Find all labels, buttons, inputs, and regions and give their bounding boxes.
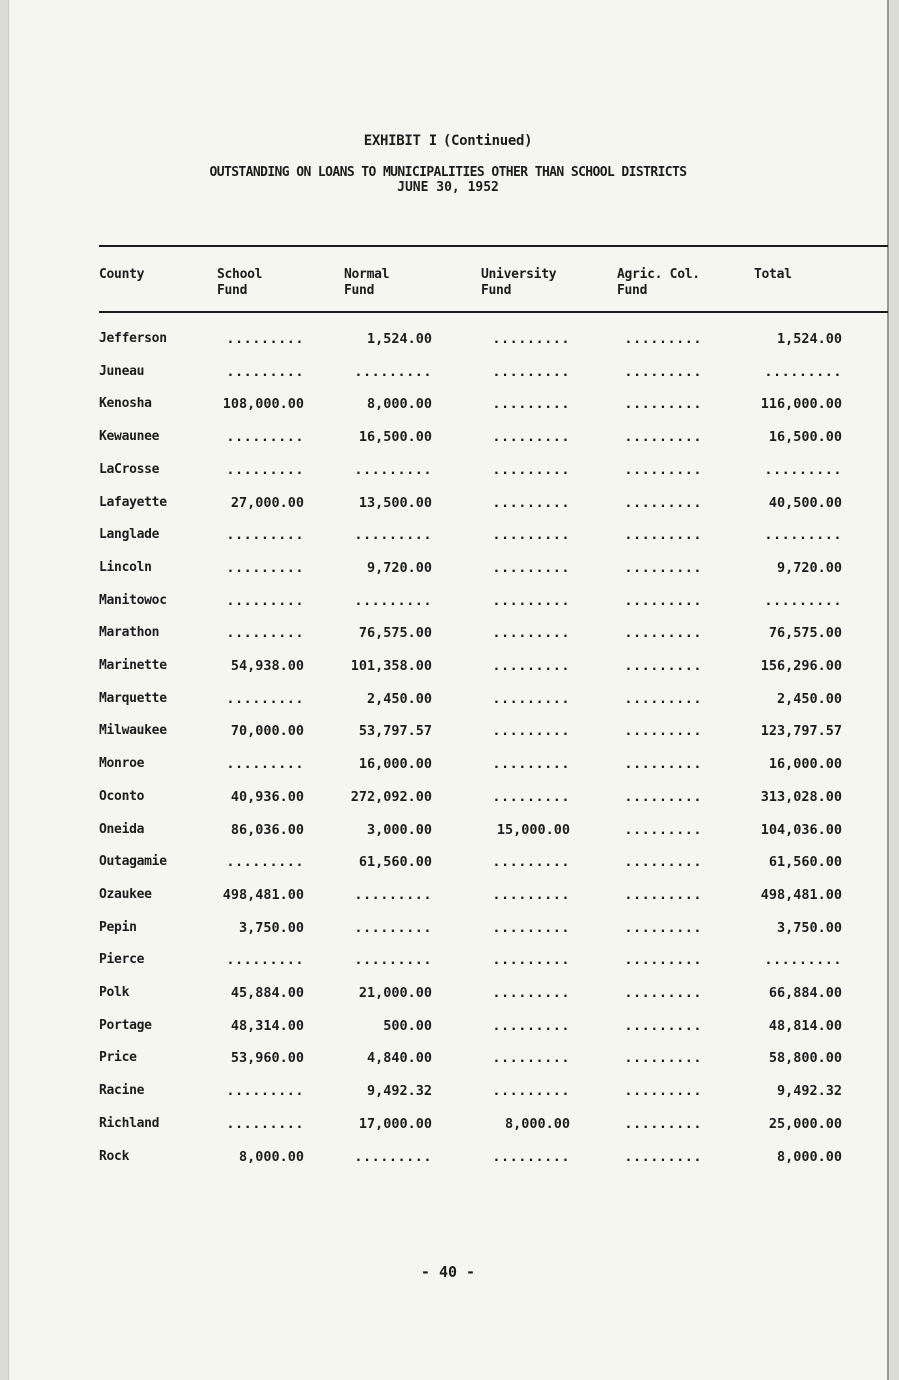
university-amount: ......... [492, 690, 570, 707]
normal-amount: 76,575.00 [358, 625, 432, 642]
county-name: Marathon [99, 625, 160, 641]
table-row [9, 952, 887, 972]
university-amount: ......... [492, 1050, 570, 1067]
school-amount: 108,000.00 [222, 396, 304, 413]
total-amount: ......... [764, 952, 842, 969]
university-amount: ......... [492, 854, 570, 871]
school-amount: 3,750.00 [238, 919, 304, 936]
total-amount: 116,000.00 [760, 396, 842, 413]
agric-amount: ......... [624, 396, 702, 413]
university-amount: ......... [492, 461, 570, 478]
normal-amount: ......... [354, 527, 432, 544]
agric-amount: ......... [624, 658, 702, 674]
school-amount: 27,000.00 [230, 494, 304, 511]
agric-amount: ......... [624, 821, 702, 838]
school-amount: ......... [226, 559, 304, 576]
column-header-university-fund: University Fund [481, 267, 557, 298]
school-amount: ......... [226, 1083, 304, 1100]
normal-amount: ......... [354, 886, 432, 903]
normal-amount: 13,500.00 [358, 494, 432, 511]
county-name: Richland [99, 1115, 160, 1131]
school-amount: 40,936.00 [230, 788, 304, 805]
university-amount: ......... [492, 919, 570, 936]
column-header-county: County [99, 267, 145, 282]
normal-amount: ......... [354, 919, 432, 936]
county-name: Juneau [99, 363, 145, 379]
normal-amount: ......... [354, 461, 432, 478]
school-amount: 45,884.00 [230, 985, 304, 1001]
school-amount: 53,960.00 [230, 1050, 304, 1067]
school-amount: ......... [226, 592, 304, 609]
school-amount: 70,000.00 [230, 723, 304, 740]
total-amount: 16,000.00 [768, 756, 842, 773]
table-subtitle: OUTSTANDING ON LOANS TO MUNICIPALITIES OTHER THAN SCHOOL DISTRICTS [209, 165, 687, 180]
agric-amount: ......... [624, 1050, 702, 1067]
county-name: Oconto [99, 788, 145, 804]
normal-amount: 9,720.00 [366, 559, 432, 576]
university-amount: 8,000.00 [504, 1115, 570, 1132]
table-row [9, 429, 887, 449]
county-name: Pepin [99, 919, 137, 935]
normal-amount: 17,000.00 [358, 1115, 432, 1132]
total-amount: 58,800.00 [768, 1050, 842, 1067]
page-number: - 40 - [420, 1263, 476, 1281]
table-row [9, 364, 887, 384]
table-row [9, 985, 887, 1005]
school-amount: 86,036.00 [230, 821, 304, 838]
university-amount: ......... [492, 952, 570, 969]
normal-amount: 61,560.00 [358, 854, 432, 871]
total-amount: 313,028.00 [760, 788, 842, 805]
total-amount: 61,560.00 [768, 854, 842, 871]
table-row [9, 691, 887, 711]
agric-amount: ......... [624, 592, 702, 609]
agric-amount: ......... [624, 527, 702, 544]
table-row [9, 625, 887, 645]
agric-amount: ......... [624, 1115, 702, 1132]
table-row [9, 462, 887, 482]
school-amount: ......... [226, 429, 304, 446]
county-name: Milwaukee [99, 723, 167, 739]
normal-amount: 500.00 [383, 1017, 432, 1034]
normal-amount: 101,358.00 [350, 658, 432, 674]
normal-amount: 53,797.57 [358, 723, 432, 740]
agric-amount: ......... [624, 363, 702, 380]
agric-amount: ......... [624, 1083, 702, 1100]
table-row [9, 593, 887, 613]
document-page [8, 0, 889, 1380]
agric-amount: ......... [624, 429, 702, 446]
column-header-agric-col-fund: Agric. Col. Fund [617, 267, 700, 298]
total-amount: 3,750.00 [776, 919, 842, 936]
column-header-total: Total [754, 267, 792, 282]
exhibit-title [9, 133, 887, 149]
county-name: Manitowoc [99, 592, 167, 608]
county-name: Racine [99, 1083, 145, 1099]
school-amount: ......... [226, 625, 304, 642]
normal-amount: 9,492.32 [366, 1083, 432, 1100]
agric-amount: ......... [624, 985, 702, 1001]
university-amount: ......... [492, 1148, 570, 1165]
school-amount: ......... [226, 1115, 304, 1132]
county-name: Marquette [99, 690, 167, 706]
agric-amount: ......... [624, 1017, 702, 1034]
agric-amount: ......... [624, 331, 702, 347]
continued-label: (Continued) [442, 133, 533, 149]
table-row [9, 495, 887, 515]
normal-amount: 1,524.00 [366, 331, 432, 347]
normal-amount: 3,000.00 [366, 821, 432, 838]
exhibit-label: EXHIBIT I [363, 133, 437, 149]
county-name: Lincoln [99, 559, 152, 575]
table-row [9, 854, 887, 874]
school-amount: ......... [226, 527, 304, 544]
total-amount: 2,450.00 [776, 690, 842, 707]
table-row [9, 560, 887, 580]
agric-amount: ......... [624, 461, 702, 478]
table-row [9, 723, 887, 743]
school-amount: ......... [226, 461, 304, 478]
table-row [9, 1050, 887, 1070]
university-amount: ......... [492, 985, 570, 1001]
university-amount: ......... [492, 592, 570, 609]
total-amount: 8,000.00 [776, 1148, 842, 1165]
normal-amount: 16,000.00 [358, 756, 432, 773]
university-amount: ......... [492, 331, 570, 347]
county-name: Rock [99, 1148, 130, 1164]
total-amount: 40,500.00 [768, 494, 842, 511]
school-amount: 54,938.00 [230, 658, 304, 674]
university-amount: ......... [492, 788, 570, 805]
county-name: Outagamie [99, 854, 167, 870]
column-header-school-fund: School Fund [217, 267, 263, 298]
university-amount: ......... [492, 363, 570, 380]
total-amount: 9,720.00 [776, 559, 842, 576]
county-name: Marinette [99, 658, 167, 673]
total-amount: 48,814.00 [768, 1017, 842, 1034]
county-name: Kenosha [99, 396, 152, 412]
total-amount: ......... [764, 527, 842, 544]
normal-amount: 2,450.00 [366, 690, 432, 707]
agric-amount: ......... [624, 559, 702, 576]
school-amount: ......... [226, 756, 304, 773]
university-amount: ......... [492, 886, 570, 903]
university-amount: ......... [492, 756, 570, 773]
county-name: Jefferson [99, 331, 167, 346]
university-amount: ......... [492, 658, 570, 674]
university-amount: ......... [492, 527, 570, 544]
normal-amount: ......... [354, 1148, 432, 1165]
school-amount: 498,481.00 [222, 886, 304, 903]
school-amount: 8,000.00 [238, 1148, 304, 1165]
total-amount: 76,575.00 [768, 625, 842, 642]
normal-amount: 272,092.00 [350, 788, 432, 805]
table-row [9, 887, 887, 907]
county-name: Price [99, 1050, 137, 1066]
agric-amount: ......... [624, 690, 702, 707]
school-amount: ......... [226, 331, 304, 347]
agric-amount: ......... [624, 886, 702, 903]
total-amount: 156,296.00 [760, 658, 842, 674]
table-row [9, 527, 887, 547]
table-row [9, 1083, 887, 1103]
header-top-rule [99, 245, 888, 247]
county-name: Kewaunee [99, 429, 160, 445]
total-amount: 25,000.00 [768, 1115, 842, 1132]
normal-amount: ......... [354, 363, 432, 380]
table-row [9, 331, 887, 351]
normal-amount: 8,000.00 [366, 396, 432, 413]
table-row [9, 396, 887, 416]
normal-amount: ......... [354, 952, 432, 969]
total-amount: 104,036.00 [760, 821, 842, 838]
total-amount: 9,492.32 [776, 1083, 842, 1100]
university-amount: 15,000.00 [496, 821, 570, 838]
school-amount: ......... [226, 690, 304, 707]
university-amount: ......... [492, 723, 570, 740]
university-amount: ......... [492, 396, 570, 413]
column-header-normal-fund: Normal Fund [344, 267, 390, 298]
school-amount: ......... [226, 363, 304, 380]
agric-amount: ......... [624, 723, 702, 740]
county-name: Monroe [99, 756, 145, 772]
total-amount: 16,500.00 [768, 429, 842, 446]
table-row [9, 1149, 887, 1169]
county-name: Ozaukee [99, 886, 152, 902]
table-row [9, 1116, 887, 1136]
table-row [9, 920, 887, 940]
normal-amount: 16,500.00 [358, 429, 432, 446]
agric-amount: ......... [624, 625, 702, 642]
agric-amount: ......... [624, 494, 702, 511]
agric-amount: ......... [624, 919, 702, 936]
table-row [9, 756, 887, 776]
total-amount: 66,884.00 [768, 985, 842, 1001]
total-amount: 123,797.57 [760, 723, 842, 740]
normal-amount: 21,000.00 [358, 985, 432, 1001]
county-name: LaCrosse [99, 461, 160, 477]
university-amount: ......... [492, 625, 570, 642]
agric-amount: ......... [624, 788, 702, 805]
county-name: Oneida [99, 821, 145, 837]
normal-amount: ......... [354, 592, 432, 609]
school-amount: ......... [226, 952, 304, 969]
total-amount: 498,481.00 [760, 886, 842, 903]
normal-amount: 4,840.00 [366, 1050, 432, 1067]
university-amount: ......... [492, 559, 570, 576]
university-amount: ......... [492, 494, 570, 511]
table-row [9, 658, 887, 678]
county-name: Lafayette [99, 494, 167, 510]
table-row [9, 822, 887, 842]
county-name: Langlade [99, 527, 160, 543]
total-amount: 1,524.00 [776, 331, 842, 347]
county-name: Pierce [99, 952, 145, 968]
agric-amount: ......... [624, 854, 702, 871]
total-amount: ......... [764, 461, 842, 478]
agric-amount: ......... [624, 1148, 702, 1165]
university-amount: ......... [492, 1017, 570, 1034]
table-row [9, 1018, 887, 1038]
school-amount: ......... [226, 854, 304, 871]
county-name: Portage [99, 1017, 152, 1033]
agric-amount: ......... [624, 952, 702, 969]
university-amount: ......... [492, 1083, 570, 1100]
table-date: JUNE 30, 1952 [397, 180, 499, 195]
school-amount: 48,314.00 [230, 1017, 304, 1034]
university-amount: ......... [492, 429, 570, 446]
header-bottom-rule [99, 311, 888, 313]
agric-amount: ......... [624, 756, 702, 773]
table-row [9, 789, 887, 809]
total-amount: ......... [764, 363, 842, 380]
county-name: Polk [99, 985, 130, 1000]
total-amount: ......... [764, 592, 842, 609]
